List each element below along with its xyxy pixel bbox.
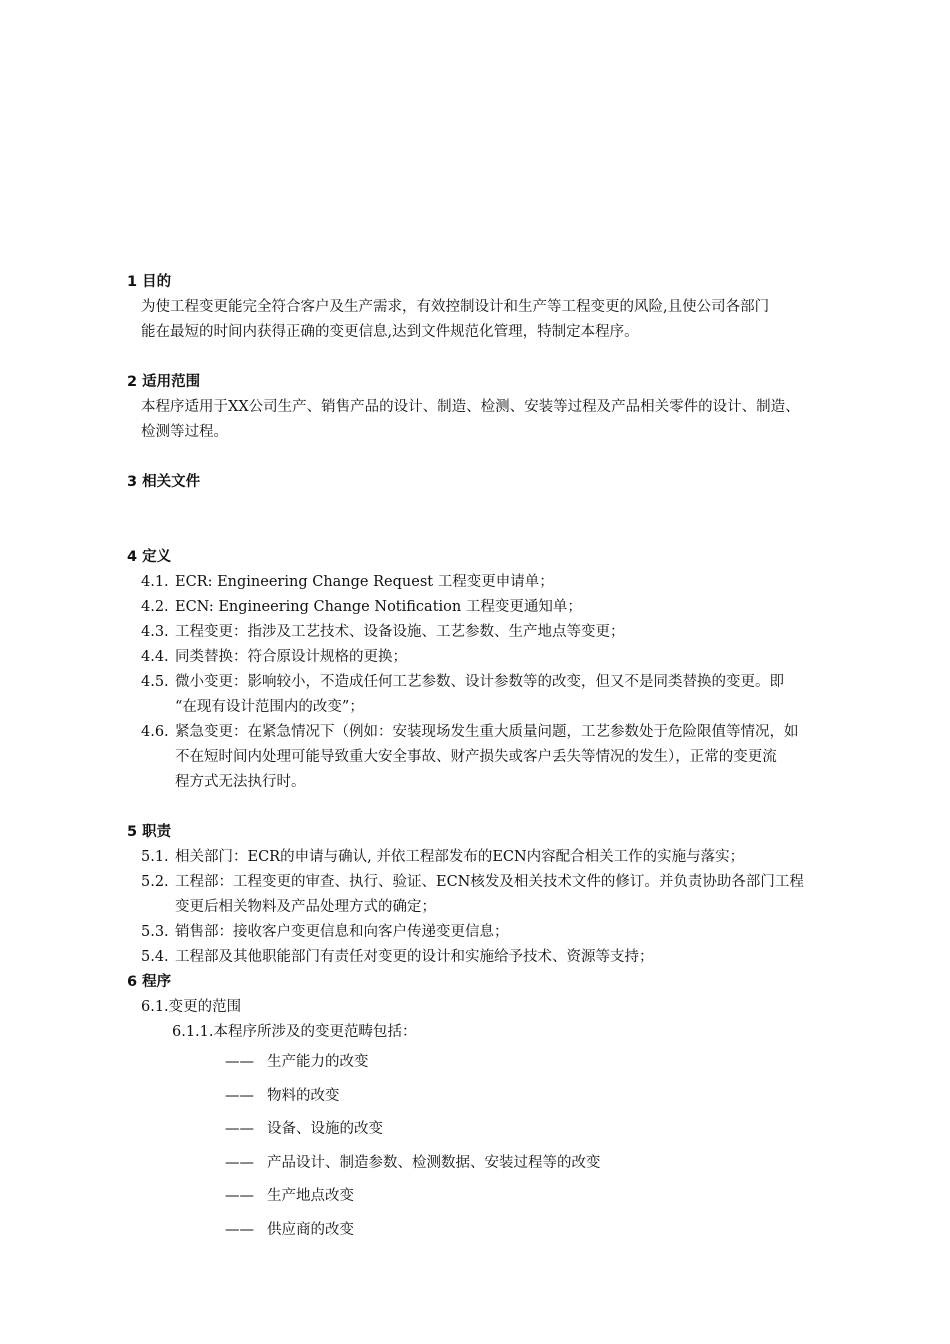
item-text: 生产能力的改变 bbox=[267, 1054, 369, 1070]
section-heading-definitions: 4 定义 bbox=[127, 549, 172, 565]
item-text: 供应商的改变 bbox=[267, 1221, 354, 1238]
dash-marker: —— bbox=[225, 1154, 254, 1171]
list-item bbox=[127, 920, 872, 945]
item-text: 工程部：工程变更的审查、执行、验证、ECN核发及相关技术文件的修订。并负责协助各部门工程 bbox=[175, 874, 804, 890]
paragraph-line: 能在最短的时间内获得正确的变更信息,达到文件规范化管理，特制定本程序。 bbox=[141, 324, 639, 340]
list-item-continuation bbox=[127, 695, 872, 720]
paragraph-line: 本程序适用于XX公司生产、销售产品的设计、制造、检测、安装等过程及产品相关零件的设计、制造、 bbox=[141, 399, 800, 415]
section-heading-procedure: 6 程序 bbox=[127, 974, 172, 990]
item-text: 同类替换：符合原设计规格的更换； bbox=[175, 649, 407, 665]
list-item bbox=[127, 945, 872, 970]
section-heading-scope: 2 适用范围 bbox=[127, 374, 201, 390]
list-item bbox=[127, 1046, 872, 1080]
document-body bbox=[127, 270, 872, 1247]
subsection-intro: 6.1.1.本程序所涉及的变更范畴包括： bbox=[172, 1024, 417, 1040]
dash-marker: —— bbox=[225, 1121, 254, 1137]
paragraph-line: 为使工程变更能完全符合客户及生产需求，有效控制设计和生产等工程变更的风险,且使公司各部门 bbox=[141, 299, 770, 315]
item-number: 5.3. bbox=[141, 924, 169, 940]
list-item bbox=[127, 845, 872, 870]
section-heading-purpose: 1 目的 bbox=[127, 274, 172, 290]
item-text: ECN: Engineering Change Notification 工程变更通知单； bbox=[175, 599, 582, 615]
dash-marker: —— bbox=[225, 1188, 254, 1204]
item-text: 变更后相关物料及产品处理方式的确定； bbox=[175, 899, 436, 915]
list-item bbox=[127, 1147, 872, 1181]
dash-marker: —— bbox=[225, 1054, 254, 1070]
item-number: 5.2. bbox=[141, 874, 169, 890]
list-item bbox=[127, 570, 872, 595]
item-number: 4.2. bbox=[141, 599, 169, 615]
list-item bbox=[127, 595, 872, 620]
item-text: ECR: Engineering Change Request 工程变更申请单； bbox=[175, 574, 554, 590]
item-number: 5.1. bbox=[141, 849, 169, 865]
item-text: 工程部及其他职能部门有责任对变更的设计和实施给予技术、资源等支持； bbox=[175, 949, 654, 965]
item-text: 紧急变更：在紧急情况下（例如：安装现场发生重大质量问题，工艺参数处于危险限值等情况，如 bbox=[175, 724, 799, 740]
scope-paragraph bbox=[127, 395, 872, 445]
subsection-heading: 6.1.变更的范围 bbox=[141, 999, 242, 1015]
item-text: 生产地点改变 bbox=[267, 1188, 354, 1204]
item-text: 程方式无法执行时。 bbox=[175, 774, 306, 790]
item-text: 不在短时间内处理可能导致重大安全事故、财产损失或客户丢失等情况的发生），正常的变更流 bbox=[175, 749, 777, 765]
item-number: 4.1. bbox=[141, 574, 169, 590]
list-item bbox=[127, 670, 872, 695]
list-item bbox=[127, 1113, 872, 1147]
list-item bbox=[127, 1180, 872, 1214]
list-item bbox=[127, 645, 872, 670]
list-item-continuation bbox=[127, 895, 872, 920]
item-text: 相关部门：ECR的申请与确认, 并依工程部发布的ECN内容配合相关工作的实施与落实； bbox=[175, 849, 745, 865]
list-item-continuation bbox=[127, 745, 872, 770]
item-number: 4.3. bbox=[141, 624, 169, 640]
item-number: 4.4. bbox=[141, 649, 169, 665]
item-text: 设备、设施的改变 bbox=[267, 1121, 383, 1137]
item-number: 5.4. bbox=[141, 949, 169, 965]
list-item bbox=[127, 720, 872, 745]
list-item bbox=[127, 620, 872, 645]
purpose-paragraph bbox=[127, 295, 872, 345]
dash-marker: —— bbox=[225, 1087, 254, 1104]
item-text: 微小变更：影响较小，不造成任何工艺参数、设计参数等的改变，但又不是同类替换的变更。即 bbox=[175, 674, 784, 690]
item-text: 工程变更：指涉及工艺技术、设备设施、工艺参数、生产地点等变更； bbox=[175, 624, 625, 640]
responsibilities-list bbox=[127, 845, 872, 970]
item-text: “在现有设计范围内的改变”； bbox=[175, 699, 364, 715]
dash-marker: —— bbox=[225, 1221, 254, 1238]
item-text: 产品设计、制造参数、检测数据、安装过程等的改变 bbox=[267, 1154, 601, 1171]
item-number: 4.6. bbox=[141, 724, 169, 740]
section-heading-related-docs: 3 相关文件 bbox=[127, 474, 201, 490]
paragraph-line: 检测等过程。 bbox=[141, 424, 228, 440]
list-item-continuation bbox=[127, 770, 872, 795]
list-item bbox=[127, 1080, 872, 1114]
item-text: 物料的改变 bbox=[267, 1087, 340, 1104]
item-text: 销售部：接收客户变更信息和向客户传递变更信息； bbox=[175, 924, 509, 940]
list-item bbox=[127, 1214, 872, 1248]
list-item bbox=[127, 870, 872, 895]
item-number: 4.5. bbox=[141, 674, 169, 690]
change-scope-list bbox=[127, 1046, 872, 1247]
section-heading-responsibilities: 5 职责 bbox=[127, 824, 172, 840]
definitions-list bbox=[127, 570, 872, 795]
